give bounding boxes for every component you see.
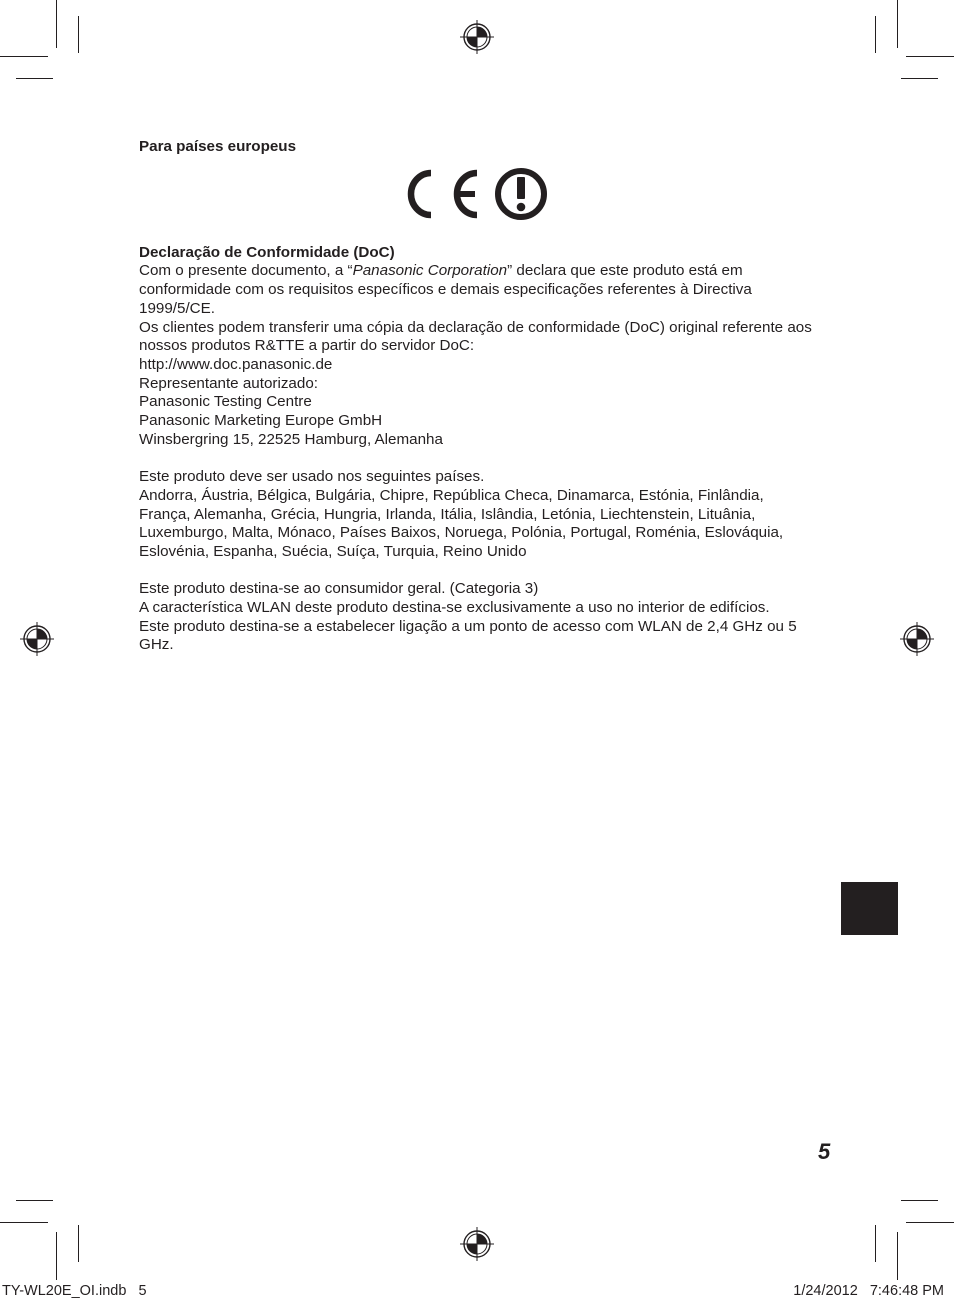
crop-mark	[16, 1200, 53, 1201]
crop-mark	[16, 78, 53, 79]
ce-mark-icon	[411, 173, 477, 215]
crop-mark	[56, 1232, 57, 1280]
registration-mark-icon	[900, 622, 934, 656]
doc-url: http://www.doc.panasonic.de	[139, 355, 333, 373]
spacer	[139, 562, 819, 581]
crop-mark	[0, 1222, 48, 1223]
address-line: Winsbergring 15, 22525 Hamburg, Alemanha	[139, 430, 443, 448]
document-body	[139, 138, 819, 655]
address-line: Panasonic Marketing Europe GmbH	[139, 412, 383, 430]
page-title: Para países europeus	[139, 138, 297, 155]
spacer	[139, 449, 819, 468]
crop-mark	[56, 0, 57, 48]
crop-mark	[901, 78, 938, 79]
crop-mark	[78, 16, 79, 53]
crop-mark	[875, 16, 876, 53]
alert-mark-icon	[498, 171, 544, 217]
doc-intro-after: ” declara que este produto está em conformidade com os requisitos específicos e demais especificações referentes à Directiva 1999/5/CE.	[139, 262, 752, 317]
company-name: Panasonic Corporation	[352, 262, 508, 280]
countries-intro: Este produto deve ser usado nos seguintes países.	[139, 468, 485, 486]
usage-line: Este produto destina-se ao consumidor geral. (Categoria 3)	[139, 580, 539, 598]
crop-mark	[906, 56, 954, 57]
registration-mark-icon	[460, 20, 494, 54]
registration-mark-icon	[460, 1227, 494, 1261]
page-number: 5	[818, 1139, 831, 1164]
crop-mark	[0, 56, 48, 57]
crop-mark	[897, 0, 898, 48]
usage-line: A característica WLAN deste produto destina-se exclusivamente a uso no interior de edifícios.	[139, 599, 770, 617]
countries-list: Andorra, Áustria, Bélgica, Bulgária, Chipre, República Checa, Dinamarca, Estónia, Finlândia, França, Alemanha, Grécia, Hungria, Irlanda, Itália, Islândia, Letónia, Liechtenstein, Lituânia, Luxemburgo, Malta, Mónaco, Países Baixos, Noruega, Polónia, Portugal, Roménia, Eslováquia, Eslovénia, Espanha, Suécia, Suíça, Turquia, Reino Unido	[139, 486, 784, 560]
footer-file: TY-WL20E_OI.indb 5	[2, 1283, 147, 1299]
compliance-logos	[139, 157, 819, 244]
crop-mark	[78, 1225, 79, 1262]
crop-mark	[906, 1222, 954, 1223]
usage-line: Este produto destina-se a estabelecer ligação a um ponto de acesso com WLAN de 2,4 GHz ou 5 GHz.	[139, 617, 797, 654]
crop-mark	[897, 1232, 898, 1280]
doc-download: Os clientes podem transferir uma cópia da declaração de conformidade (DoC) original referente aos nossos produtos R&TTE a partir do servidor DoC:	[139, 318, 812, 355]
address-line: Panasonic Testing Centre	[139, 393, 312, 411]
crop-mark	[901, 1200, 938, 1201]
section-tab	[841, 882, 898, 935]
crop-mark	[875, 1225, 876, 1262]
doc-intro	[139, 262, 819, 318]
doc-intro-before: Com o presente documento, a “	[139, 262, 353, 280]
representative-label: Representante autorizado:	[139, 374, 318, 392]
compliance-marks	[404, 165, 552, 223]
doc-heading: Declaração de Conformidade (DoC)	[139, 243, 395, 261]
registration-mark-icon	[20, 622, 54, 656]
footer-timestamp: 1/24/2012 7:46:48 PM	[793, 1283, 944, 1299]
